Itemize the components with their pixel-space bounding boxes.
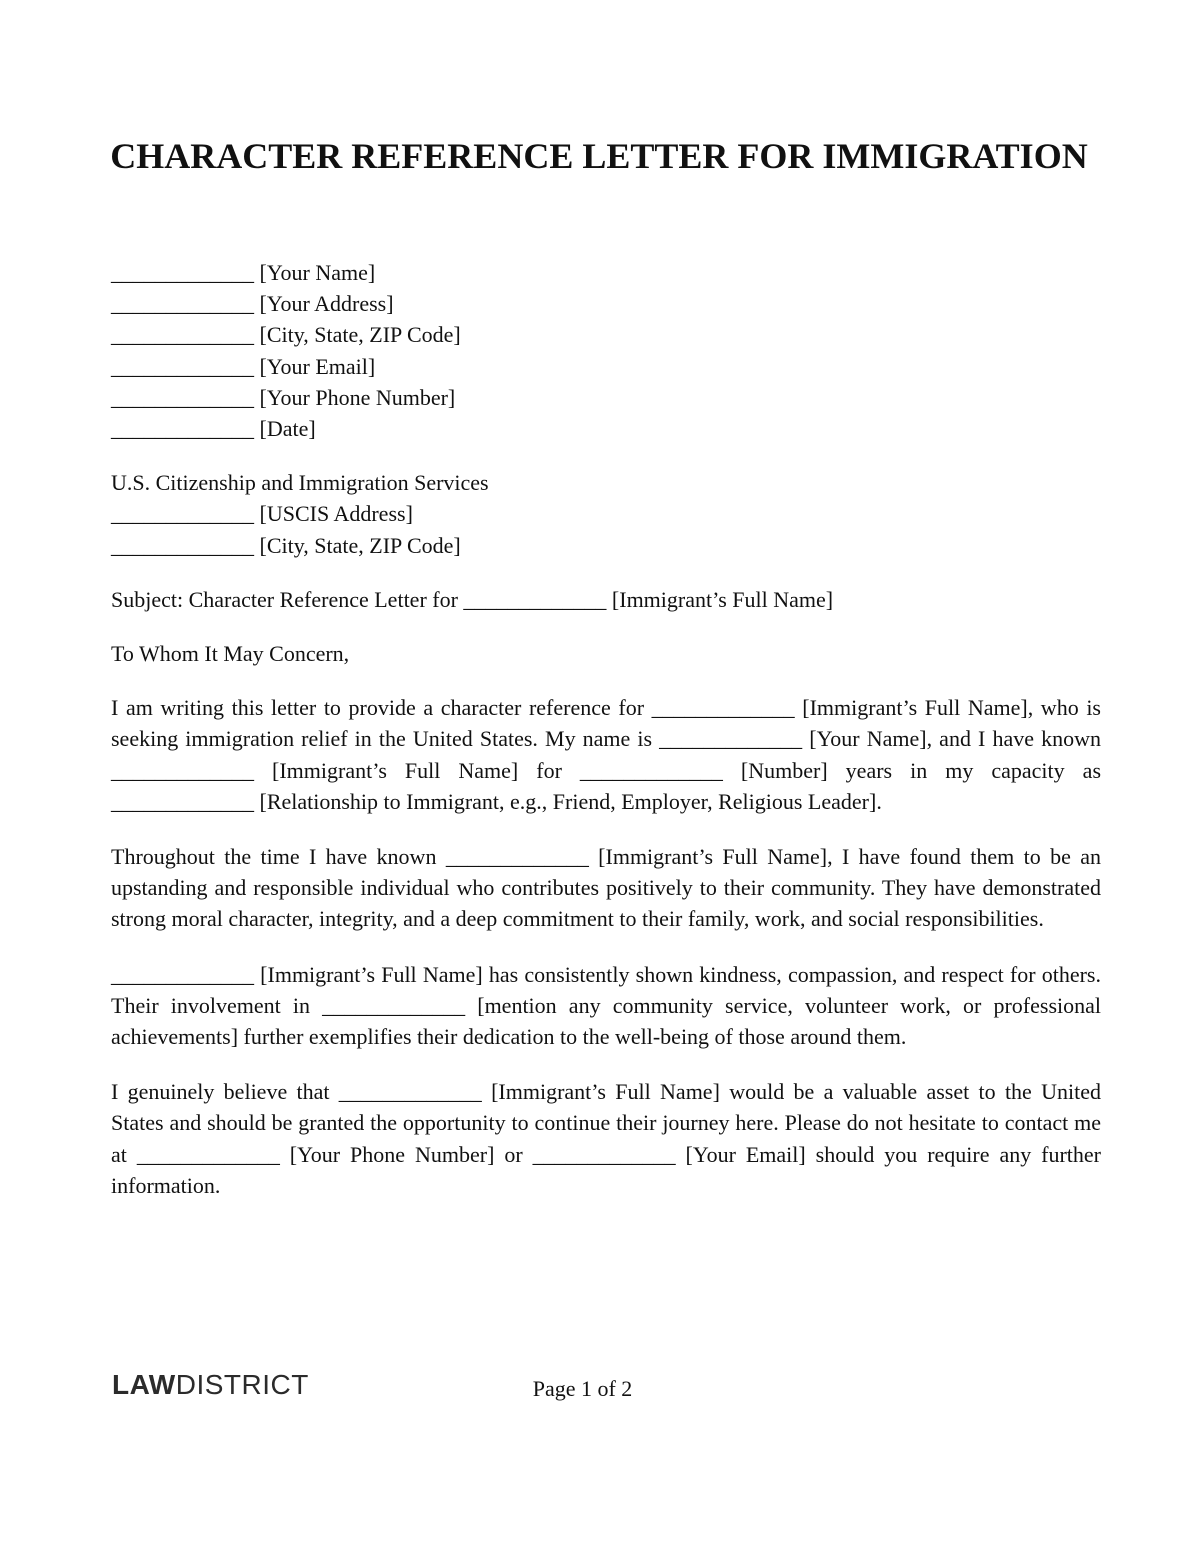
sender-phone-line: _____________ [Your Phone Number] xyxy=(111,384,456,410)
recipient-address-line: _____________ [USCIS Address] xyxy=(111,501,413,527)
logo-light-text: DISTRICT xyxy=(175,1369,309,1400)
sender-email-line: _____________ [Your Email] xyxy=(111,353,376,379)
recipient-city-line: _____________ [City, State, ZIP Code] xyxy=(111,532,461,558)
subject-line: Subject: Character Reference Letter for _____________ [Immigrant’s Full Name] xyxy=(111,586,834,612)
paragraph-3: _____________ [Immigrant’s Full Name] has consistently shown kindness, compassion, and respect for others. Their involvement in _____________ [mention any community service, volunteer work, or professional achievements] further exemplifies their dedication to the well-being of those around them. xyxy=(111,961,1101,1050)
paragraph-4: I genuinely believe that _____________ [Immigrant’s Full Name] would be a valuable asset to the United States and should be granted the opportunity to continue their journey here. Please do not hesitate to contact me at _____________ [Your Phone Number] or _____________ [Your Email] should you require any further information. xyxy=(111,1079,1101,1198)
sender-block xyxy=(111,257,1101,444)
sender-address-line: _____________ [Your Address] xyxy=(111,291,394,317)
logo-bold-text: LAW xyxy=(112,1369,176,1400)
sender-city-line: _____________ [City, State, ZIP Code] xyxy=(111,322,461,348)
date-line: _____________ [Date] xyxy=(111,416,316,442)
page-number: Page 1 of 2 xyxy=(532,1376,633,1401)
recipient-agency-line: U.S. Citizenship and Immigration Services xyxy=(111,470,489,496)
paragraph-1: I am writing this letter to provide a character reference for _____________ [Immigrant’s Full Name], who is seeking immigration relief in the United States. My name is _____________ [Your Name], and I have known _____________ [Immigrant’s Full Name] for _____________ [Number] years in my capacity as _____________ [Relationship to Immigrant, e.g., Friend, Employer, Religious Leader]. xyxy=(111,695,1101,814)
recipient-block xyxy=(111,467,1101,561)
letter-body xyxy=(111,257,1101,1201)
document-title: CHARACTER REFERENCE LETTER FOR IMMIGRATION xyxy=(110,136,1088,176)
sender-name-line: _____________ [Your Name] xyxy=(111,260,376,285)
paragraph-2: Throughout the time I have known _____________ [Immigrant’s Full Name], I have found them to be an upstanding and responsible individual who contributes positively to their community. They have demonstrated strong moral character, integrity, and a deep commitment to their family, work, and social responsibilities. xyxy=(111,844,1101,932)
salutation: To Whom It May Concern, xyxy=(111,641,350,667)
